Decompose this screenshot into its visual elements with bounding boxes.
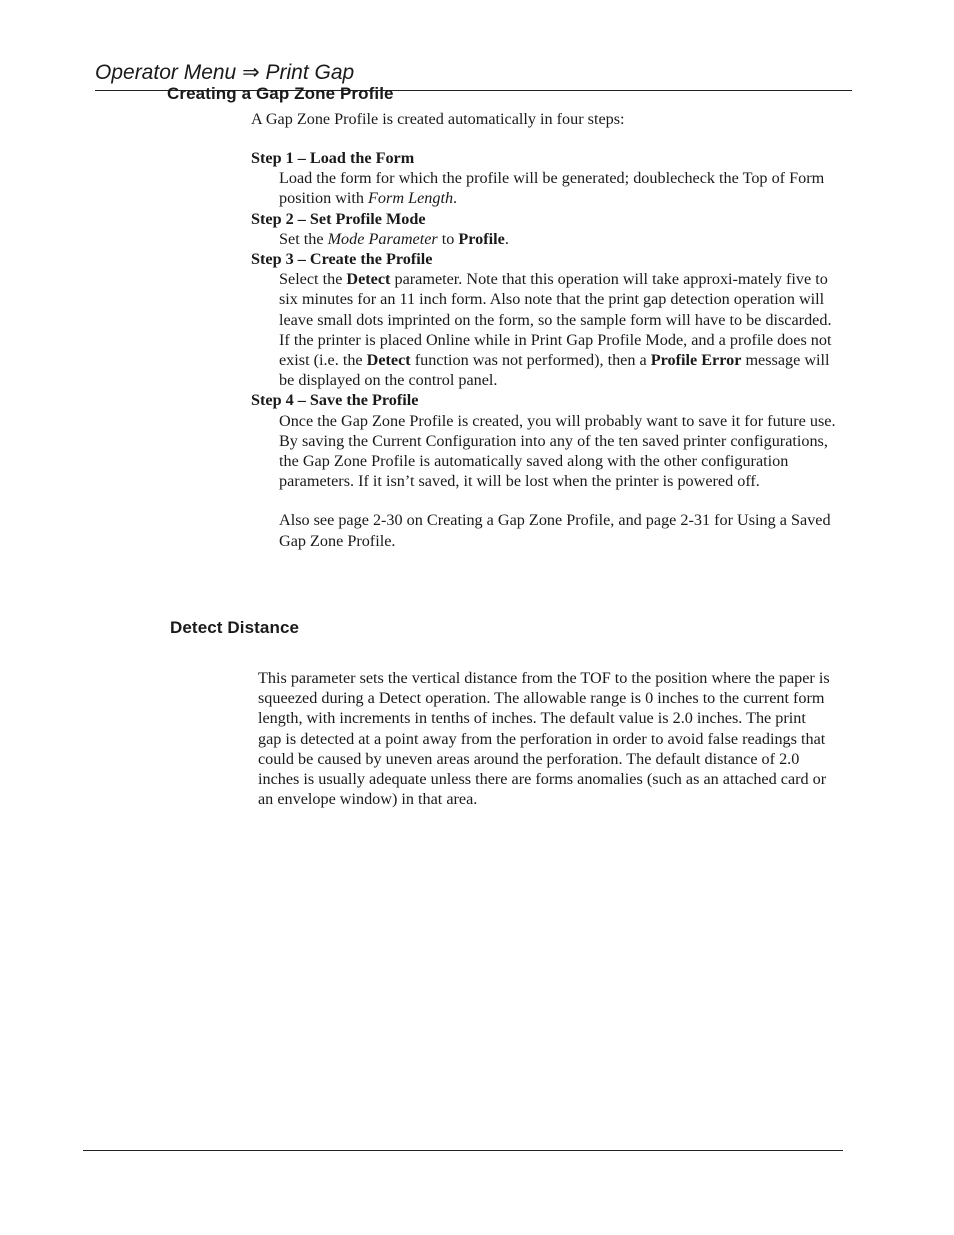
step-3-p1-a: Select the xyxy=(279,270,347,289)
step-1-italic: Form Length xyxy=(368,189,454,208)
step-2-label: Step 2 – Set Profile Mode xyxy=(251,209,426,228)
step-2-bold: Profile xyxy=(458,229,505,248)
step-3-p2-b: function was not performed), then a xyxy=(410,351,651,370)
step-3-p2-bold-1: Detect xyxy=(366,351,411,370)
step-1-text xyxy=(279,168,844,208)
paragraph-spacer xyxy=(279,491,844,510)
step-1-text-b: . xyxy=(453,189,458,208)
step-4-body xyxy=(279,411,844,551)
detect-distance-paragraph: This parameter sets the vertical distance from the TOF to the position where the paper is squeezed during a Detect operation. The allowable range is 0 inches to the current form length, with increments in tenths of inches. The default value is 2.0 inches. The print gap is detected at a point away from the perforation in order to avoid false readings that could be caused by uneven areas around the perforation. The default distance of 2.0 inches is usually adequate unless there are forms anomalies (such as an attached card or an envelope window) in that area. xyxy=(258,669,830,809)
step-4-label: Step 4 – Save the Profile xyxy=(251,391,419,410)
step-2-text xyxy=(279,229,844,249)
step-3-p2-c: message will be displayed on the control panel. xyxy=(279,351,830,390)
step-1-body xyxy=(279,168,844,208)
step-2-italic: Mode Parameter xyxy=(327,229,438,248)
step-2-body xyxy=(279,229,844,249)
steps-list xyxy=(251,148,851,551)
section-heading-creating-gap-zone-profile: Creating a Gap Zone Profile xyxy=(167,84,394,103)
section-heading-detect-distance: Detect Distance xyxy=(170,618,300,637)
step-4-paragraph-2: Also see page 2-30 on Creating a Gap Zone Profile, and page 2-31 for Using a Saved Gap Zone Profile. xyxy=(279,511,831,550)
step-3-p1-bold: Detect xyxy=(346,270,391,289)
step-3-paragraph-2 xyxy=(279,330,844,391)
step-3-p2-a: If the printer is placed Online while in Print Gap Profile Mode, and a profile does not exist (i.e. the xyxy=(279,330,832,370)
step-3-p2-bold-2: Profile Error xyxy=(650,351,742,370)
step-1-text-a: Load the form for which the profile will be generated; doublecheck the Top of Form position with xyxy=(279,169,825,208)
step-3-body xyxy=(279,269,844,390)
step-3-p1-b: parameter. Note that this operation will take approxi-mately five to six minutes for an 11 inch form. Also note that the print gap detection operation will leave small dots imprinted on the form, so the sample form will have to be discarded. xyxy=(279,270,832,329)
intro-text: A Gap Zone Profile is created automatically in four steps: xyxy=(251,110,625,128)
step-3-label: Step 3 – Create the Profile xyxy=(251,250,433,269)
step-2-text-c: . xyxy=(504,229,509,248)
step-2-text-b: to xyxy=(437,229,459,248)
footer-rule xyxy=(83,1150,843,1151)
step-4-paragraph-1: Once the Gap Zone Profile is created, you will probably want to save it for future use. By saving the Current Configuration into any of the ten saved printer configurations, the Gap Zone Profile is automatically saved along with the other configuration parameters. If it isn’t saved, it will be lost when the printer is powered off. xyxy=(279,411,836,491)
step-3-paragraph-1 xyxy=(279,269,844,330)
step-1-label: Step 1 – Load the Form xyxy=(251,149,415,167)
running-header: Operator Menu ⇒ Print Gap xyxy=(95,61,355,84)
step-2-text-a: Set the xyxy=(279,229,328,248)
